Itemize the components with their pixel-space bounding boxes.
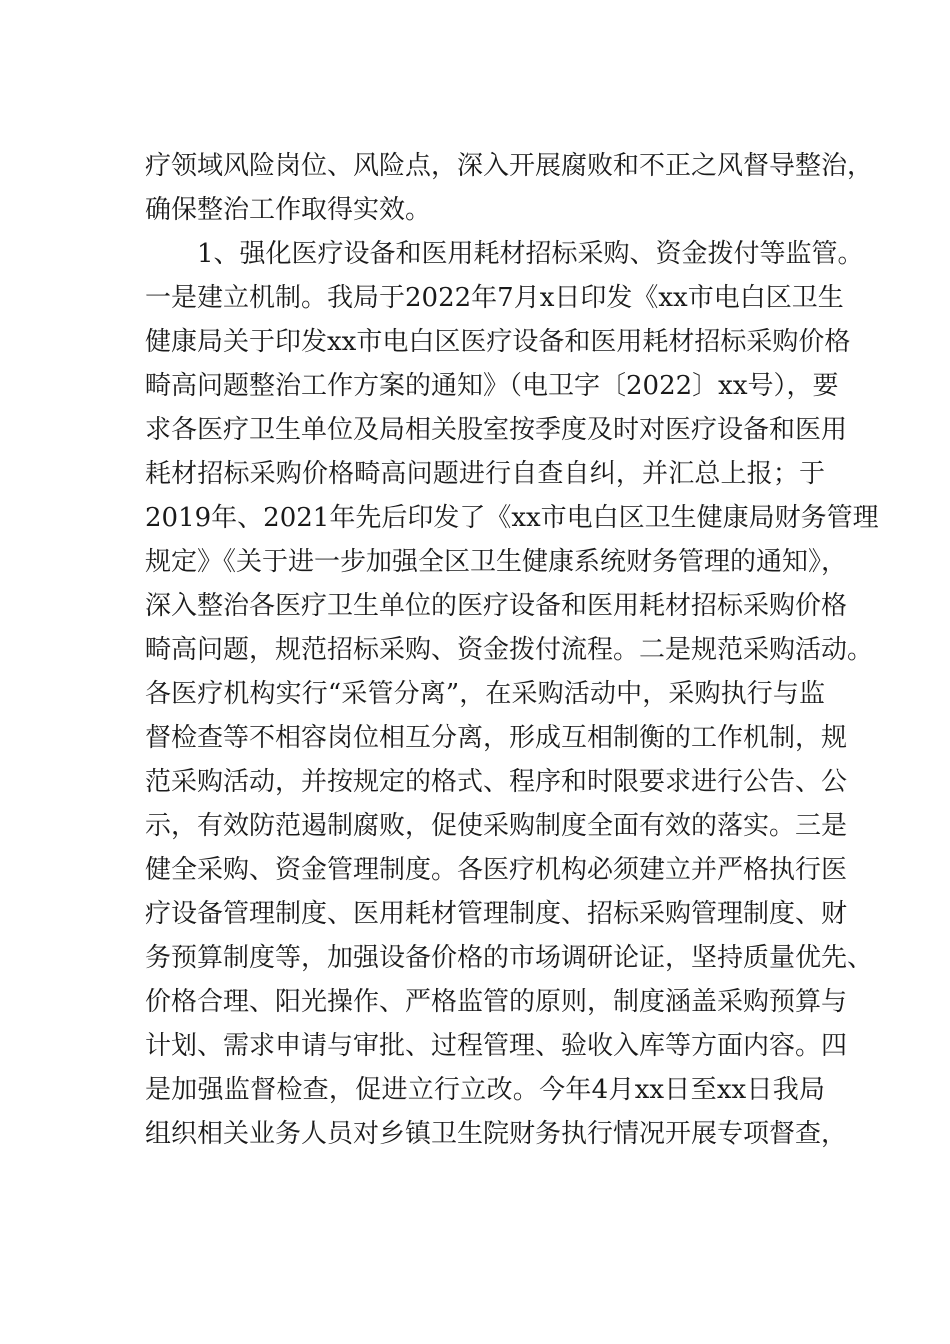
text-line: 规定》《关于进一步加强全区卫生健康系统财务管理的通知》，	[145, 547, 848, 577]
text-line: 畸高问题，规范招标采购、资金拨付流程。二是规范采购活动。	[145, 635, 874, 665]
text-line: 范采购活动，并按规定的格式、程序和时限要求进行公告、公	[145, 767, 848, 797]
text-line: 疗设备管理制度、医用耗材管理制度、招标采购管理制度、财	[145, 899, 848, 929]
text-line: 疗领域风险岗位、风险点，深入开展腐败和不正之风督导整治，	[145, 151, 874, 181]
text-line: 深入整治各医疗卫生单位的医疗设备和医用耗材招标采购价格	[145, 591, 848, 621]
text-line: 一是建立机制。我局于2022年7月x日印发《xx市电白区卫生	[145, 283, 844, 313]
text-line: 2019年、2021年先后印发了《xx市电白区卫生健康局财务管理	[145, 503, 879, 533]
text-line: 督检查等不相容岗位相互分离，形成互相制衡的工作机制，规	[145, 723, 848, 753]
text-line: 求各医疗卫生单位及局相关股室按季度及时对医疗设备和医用	[145, 415, 848, 445]
text-line: 计划、需求申请与审批、过程管理、验收入库等方面内容。四	[145, 1031, 848, 1061]
text-line: 健全采购、资金管理制度。各医疗机构必须建立并严格执行医	[145, 855, 848, 885]
text-line: 是加强监督检查，促进立行立改。今年4月xx日至xx日我局	[145, 1075, 825, 1105]
text-line: 耗材招标采购价格畸高问题进行自查自纠，并汇总上报；于	[145, 459, 825, 489]
text-line: 畸高问题整治工作方案的通知》（电卫字〔2022〕xx号），要	[145, 371, 839, 401]
text-line: 价格合理、阳光操作、严格监管的原则，制度涵盖采购预算与	[145, 987, 848, 1017]
text-line: 示，有效防范遏制腐败，促使采购制度全面有效的落实。三是	[145, 811, 848, 841]
text-line: 确保整治工作取得实效。	[145, 195, 432, 225]
text-line: 组织相关业务人员对乡镇卫生院财务执行情况开展专项督查，	[145, 1119, 848, 1149]
text-line: 健康局关于印发xx市电白区医疗设备和医用耗材招标采购价格	[145, 327, 851, 357]
text-line: 各医疗机构实行“采管分离”，在采购活动中，采购执行与监	[145, 679, 825, 709]
text-line: 务预算制度等，加强设备价格的市场调研论证，坚持质量优先、	[145, 943, 874, 973]
section-heading: 1、强化医疗设备和医用耗材招标采购、资金拨付等监管。	[197, 239, 864, 269]
